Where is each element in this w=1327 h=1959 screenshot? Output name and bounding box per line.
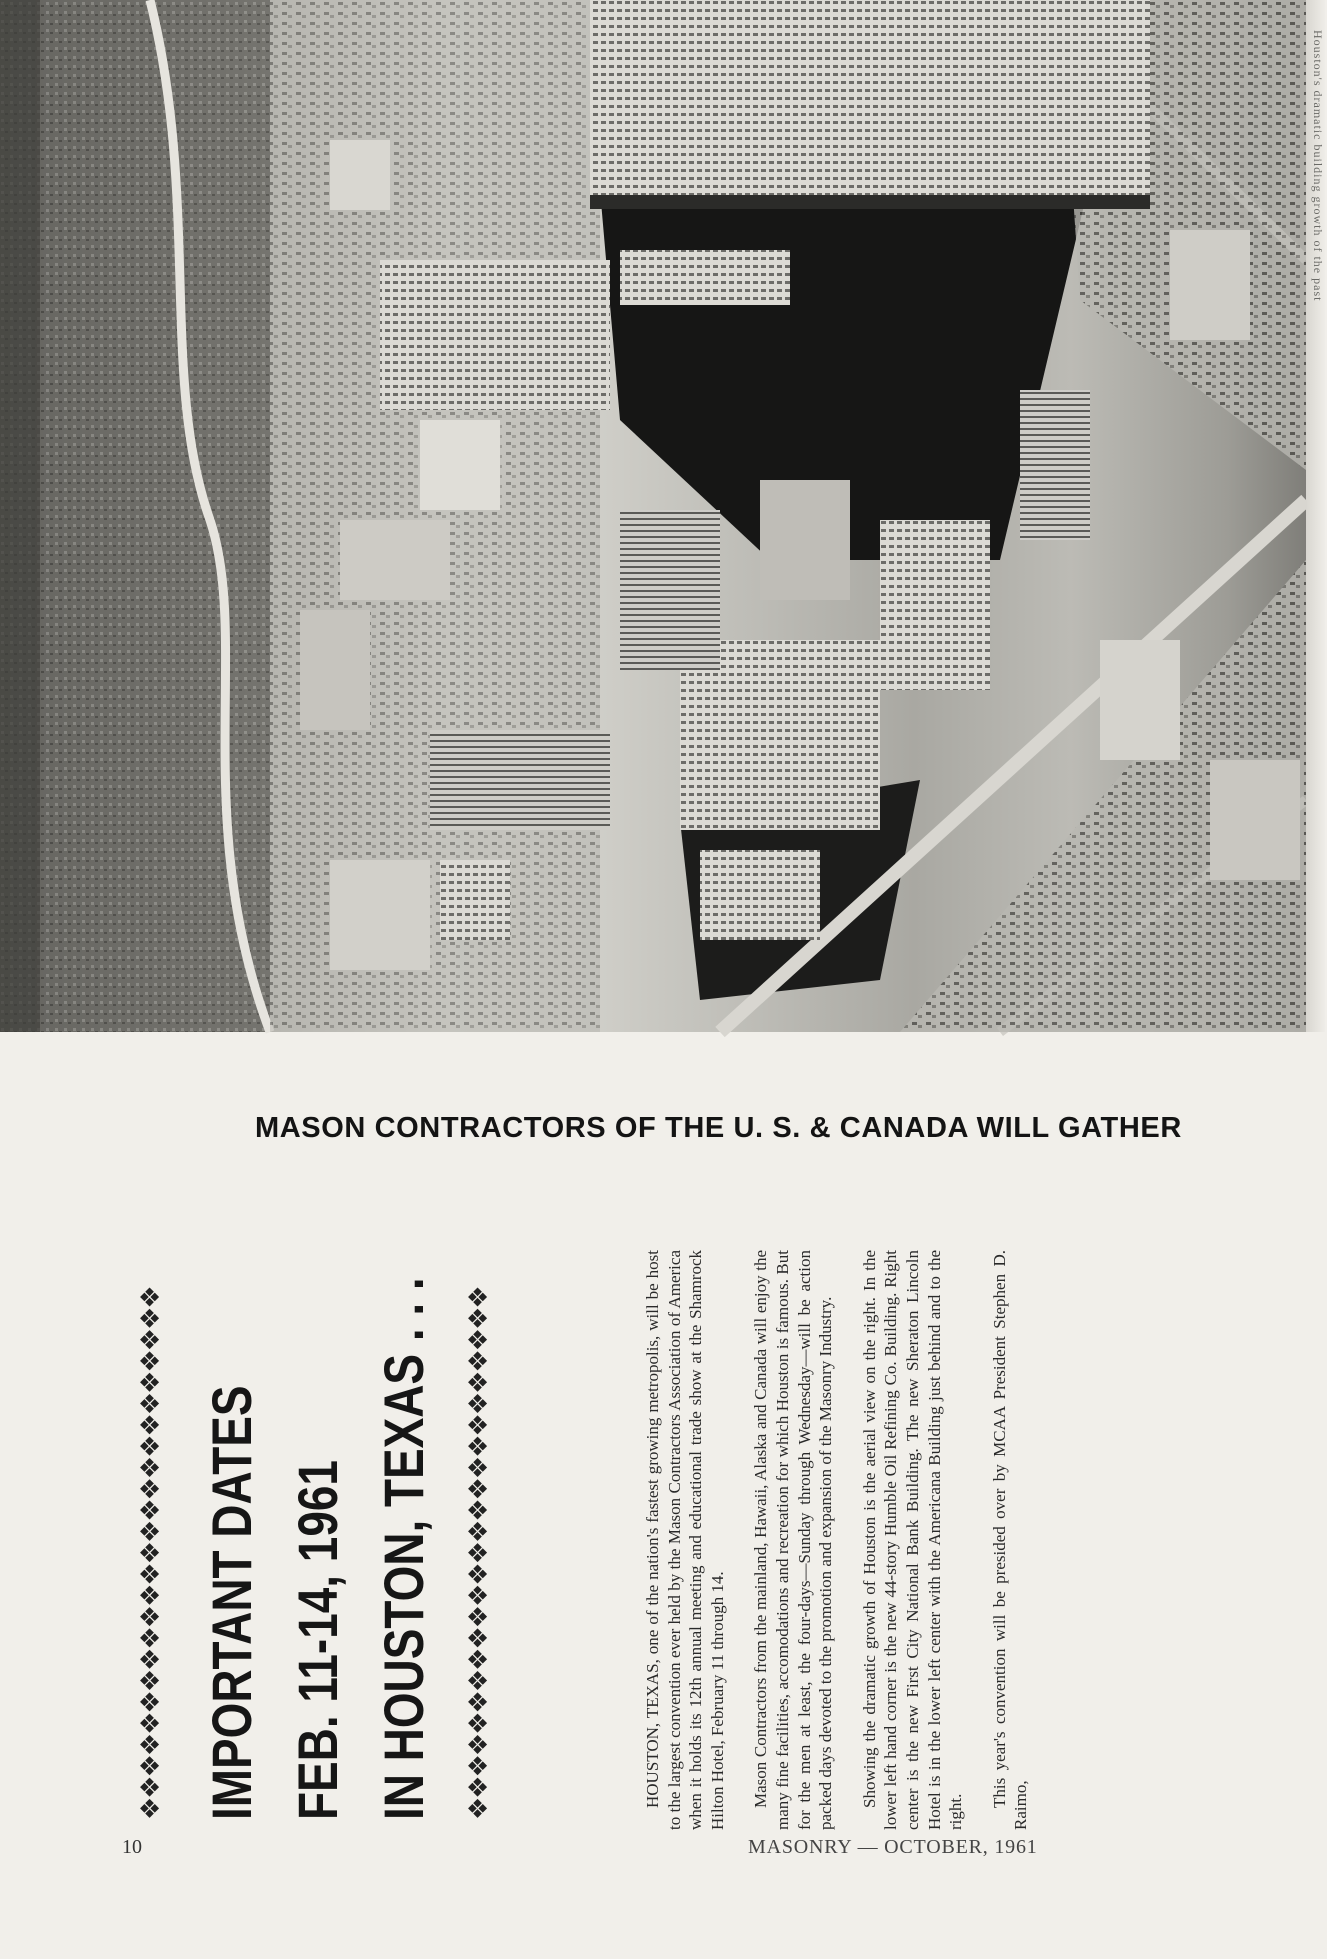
body-paragraph-1: HOUSTON, TEXAS, one of the nation's fastest growing metropolis, will be host to the largest convention ever held by the Mason Contractors Association of America when it holds its 12th annual meeting and educational trade show at the Shamrock Hilton Hotel, February 11 through 14. (643, 1250, 727, 1830)
page-number: 10 (122, 1836, 142, 1858)
title-location: IN HOUSTON, TEXAS . . . (372, 1277, 435, 1820)
ornament-border-top: ❖❖❖❖❖❖❖❖❖❖❖❖❖❖❖❖❖❖❖❖❖❖❖❖❖ (136, 1287, 166, 1820)
publication-footer: MASONRY — OCTOBER, 1961 (748, 1836, 1038, 1858)
photo-caption-fragment (1313, 30, 1327, 930)
title-important-dates: IMPORTANT DATES (200, 1385, 263, 1820)
body-paragraph-2: Mason Contractors from the mainland, Hawaii, Alaska and Canada will enjoy the many fine facilities, accomodations and recreation for which Houston is famous. But for the men at least, the four-days—Sunday through Wednesday—will be action packed days devoted to the promotion and expansion of the Masonry Industry. (751, 1250, 836, 1830)
important-dates-block (135, 1250, 545, 1820)
article-body (642, 1250, 1322, 1830)
article-headline: MASON CONTRACTORS OF THE U. S. & CANADA WILL GATHER (255, 1112, 1182, 1144)
body-paragraph-3: Showing the dramatic growth of Houston is the aerial view on the right. In the lower left hand corner is the new 44-story Humble Oil Refining Co. Building. Right center is the new First City National Bank Building. The new Sheraton Lincoln Hotel is in the lower left center with the Americana Building just behind and to the right. (859, 1250, 966, 1830)
title-dates: FEB. 11-14, 1961 (286, 1460, 349, 1820)
body-paragraph-4: This year's convention will be presided over by MCAA President Stephen D. Raimo, (989, 1250, 1031, 1830)
ornament-border-bottom: ❖❖❖❖❖❖❖❖❖❖❖❖❖❖❖❖❖❖❖❖❖❖❖❖❖ (464, 1287, 494, 1820)
photo-caption-text: Houston's dramatic building growth of the past (1311, 30, 1325, 302)
body-column (642, 1250, 1322, 1830)
